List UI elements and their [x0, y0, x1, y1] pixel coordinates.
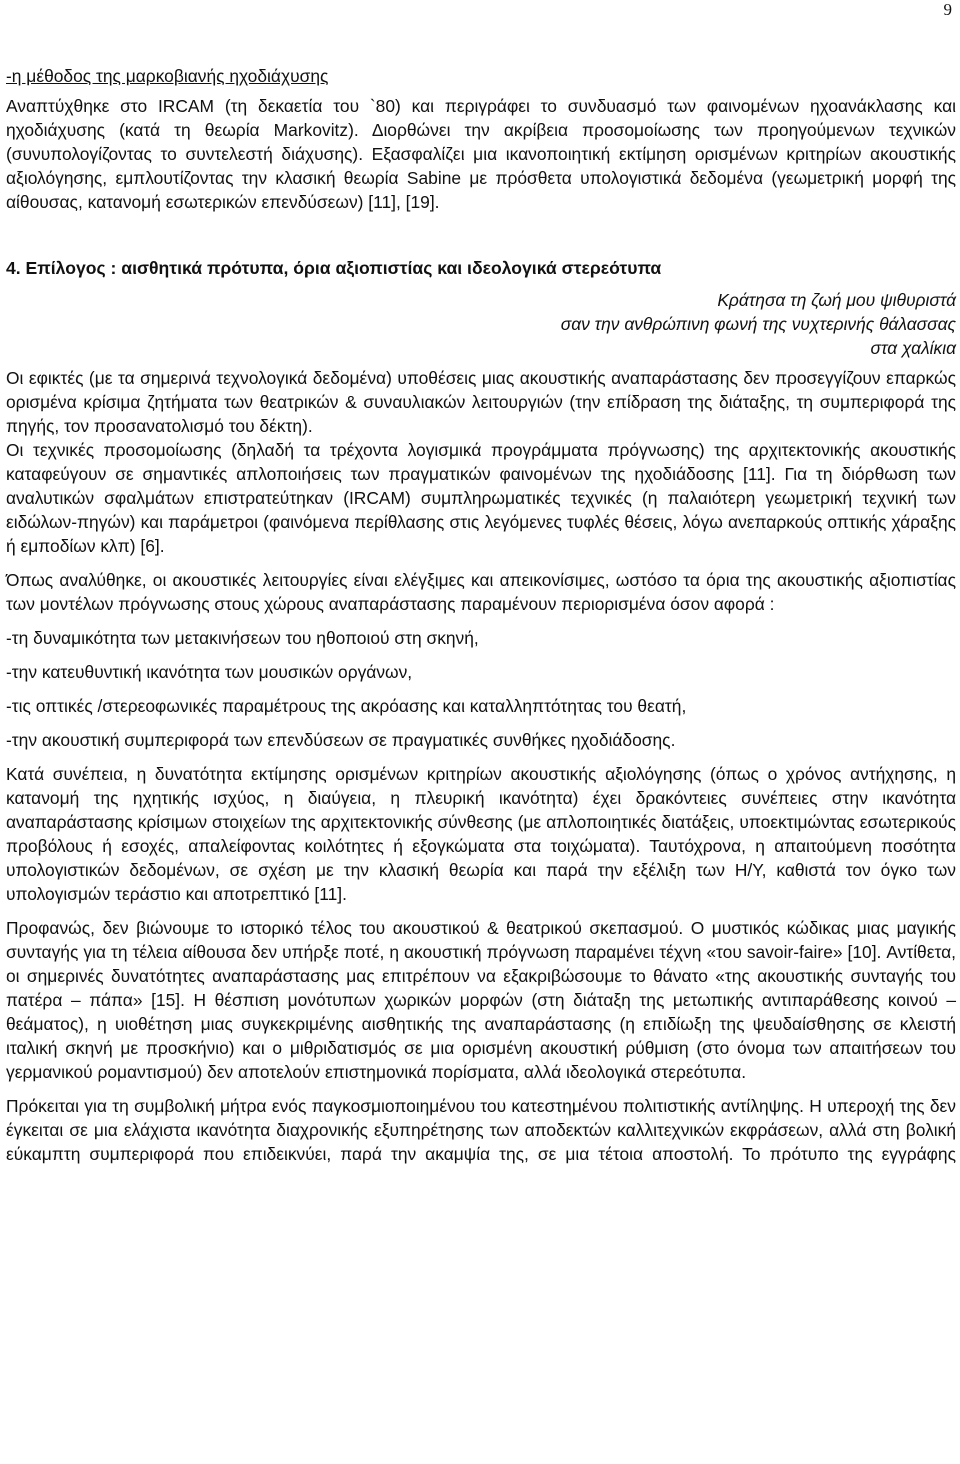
paragraph-simulation: Οι τεχνικές προσομοίωσης (δηλαδή τα τρέχοντα λογισμικά προγράμματα πρόγνωσης) της αρχιτεκτονικής ακουστικής καταφεύγουν σε σημαντικές απλοποιήσεις των πραγματικών φαινομένων της ηχοδιάδοσης [11]. Για τη διόρθωση των αναλυτικών σφαλμάτων επιστρατεύτηκαν (IRCAM) συμπληρωματικές τεχνικές (η παλαιότερη γεωμετρική τεχνική των ειδώλων-πηγών) και παράμετροι (φαινόμενα περίθλασης στις λεγόμενες τυφλές θέσεις, λόγω ανεπαρκούς οπτικής χάραξης ή εμποδίων κλπ) [6].	[6, 440, 956, 556]
paragraph-symbolic-matrix: Πρόκειται για τη συμβολική μήτρα ενός παγκοσμιοποιημένου του κατεστημένου πολιτιστικής αντίληψης. Η υπεροχή της δεν έγκειται σε μια ελάχιστα ικανότητα διαχρονικής εξυπηρέτησης των αποδεκτών καλλιτεχνικών εκφράσεων, αλλά στη βολική εύκαμπτη συμπεριφορά που επιδεικνύει, παρά την ακαμψία της, σε μια τέτοια αποστολή. Το πρότυπο της εγγράφης	[6, 1096, 956, 1164]
section-title: 4. Επίλογος : αισθητικά πρότυπα, όρια αξιοπιστίας και ιδεολογικά στερεότυπα	[6, 258, 662, 278]
paragraph-consequence: Κατά συνέπεια, η δυνατότητα εκτίμησης ορισμένων κριτηρίων ακουστικής αξιολόγησης (όπως ο χρόνος αντήχησης, η κατανομή της ηχητικής ισχύος, η διαύγεια, η πλευρική ικανότητα) έχει δρακόντειες συνέπειες στην ικανότητα αναπαράστασης κρίσιμων στοιχείων της αρχιτεκτονικής σύνθεσης (με απλοποιητικές διατάξεις, υποεκτιμώντας εσωτερικούς προβόλους ή εσοχές, απαλείφοντας κοιλότητες ή εξογκώματα στα τοιχώματα). Ταυτόχρονα, η απαιτούμενη ποσότητα υπολογιστικών δεδομένων, σε σχέση με την κλασική θεωρία και παρά την εξέλιξη των Η/Υ, καθιστά τον όγκο των υπολογισμών τεράστιο και αποτρεπτικό [11].	[6, 764, 956, 904]
epigraph-line: στα χαλίκια	[870, 338, 956, 358]
list-item: -την κατευθυντική ικανότητα των μουσικών οργάνων,	[6, 662, 413, 682]
list-item: -την ακουστική συμπεριφορά των επενδύσεων σε πραγματικές συνθήκες ηχοδιάδοσης.	[6, 730, 676, 750]
paragraph-obviously: Προφανώς, δεν βιώνουμε το ιστορικό τέλος του ακουστικού & θεατρικού σκεπασμού. Ο μυστικός κώδικας μιας μαγικής συνταγής για τη τέλεια αίθουσα δεν υπήρξε ποτέ, η ακουστική πρόγνωση παραμένει τέχνη «του savoir-faire» [10]. Αντίθετα, οι σημερινές δυνατότητες αναπαράστασης μας επιτρέπουν να εξακριβώσουμε το θάνατο «της ακουστικής συνταγής του πατέρα – πάπα» [15]. Η θέσπιση μονότυπων χωρικών μορφών (στη διάταξη της μετωπικής αντιπαράθεσης κοινού – θεάματος), η υιοθέτηση μιας συγκεκριμένης αισθητικής της αναπαράστασης (η επιδίωξη της ψευδαίσθησης σε κλειστή ιταλική σκηνή με προσκήνιο) και ο μιθριδατισμός σε μια ορισμένη ακουστική ρύθμιση (στο όνομα των απαιτήσεων του γερμανικού ρομαντισμού) δεν αποτελούν επιστημονικά πορίσματα, αλλά ιδεολογικά στερεότυπα.	[6, 918, 956, 1082]
page-number: 9	[943, 0, 952, 19]
method-heading: -η μέθοδος της μαρκοβιανής ηχοδιάχυσης	[6, 66, 329, 86]
document-body	[6, 64, 956, 1166]
list-item: -τη δυναμικότητα των μετακινήσεων του ηθοποιού στη σκηνή,	[6, 628, 479, 648]
paragraph-hypotheses: Οι εφικτές (με τα σημερινά τεχνολογικά δεδομένα) υποθέσεις μιας ακουστικής αναπαράστασης δεν προσεγγίζουν επαρκώς ορισμένα κρίσιμα ζητήματα των θεατρικών & συναυλιακών λειτουργιών (την επίδραση της διάταξης, τη συμπεριφορά της πηγής, τον προσανατολισμό του δέκτη).	[6, 368, 956, 436]
epigraph	[6, 288, 956, 360]
paragraph-limits: Όπως αναλύθηκε, οι ακουστικές λειτουργίες είναι ελέγξιμες και απεικονίσιμες, ωστόσο τα όρια της ακουστικής αξιοπιστίας των μοντέλων πρόγνωσης στους χώρους αναπαράστασης παραμένουν περιορισμένα όσον αφορά :	[6, 570, 956, 614]
paragraph-markov: Αναπτύχθηκε στο IRCAM (τη δεκαετία του `80) και περιγράφει το συνδυασμό των φαινομένων ηχοανάκλασης και ηχοδιάχυσης (κατά τη θεωρία Markovitz). Διορθώνει την ακρίβεια προσομοίωσης των προηγούμενων τεχνικών (συνυπολογίζοντας το συντελεστή διάχυσης). Εξασφαλίζει μια ικανοποιητική εκτίμηση ορισμένων κριτηρίων ακουστικής αξιολόγησης, εμπλουτίζοντας την κλασική θεωρία Sabine με πρόσθετα υπολογιστικά δεδομένα (γεωμετρική μορφή της αίθουσας, κατανομή εσωτερικών επενδύσεων) [11], [19].	[6, 96, 956, 212]
epigraph-line: Κράτησα τη ζωή μου ψιθυριστά	[717, 290, 956, 310]
list-item: -τις οπτικές /στερεοφωνικές παραμέτρους της ακρόασης και καταλληπτότητας του θεατή,	[6, 696, 687, 716]
epigraph-line: σαν την ανθρώπινη φωνή της νυχτερινής θάλασσας	[560, 314, 956, 334]
